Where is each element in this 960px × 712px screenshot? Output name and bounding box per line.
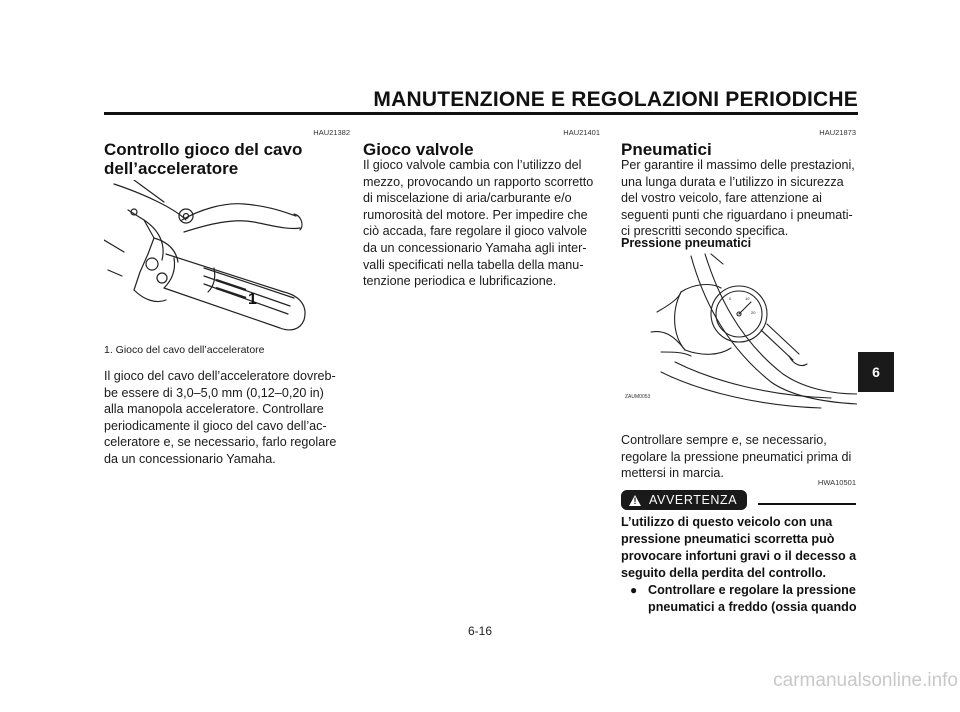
body-line: be essere di 3,0–5,0 mm (0,12–0,20 in) bbox=[104, 385, 324, 400]
tire-pressure-gauge-illustration bbox=[621, 252, 857, 412]
section-title: Gioco valvole bbox=[363, 140, 474, 159]
body-line: ci prescritti secondo specifica. bbox=[621, 224, 789, 239]
figure-callout-number: 1 bbox=[248, 291, 257, 308]
warning-icon: ! bbox=[629, 495, 641, 506]
bullet-icon: ● bbox=[630, 583, 638, 597]
warning-line: pressione pneumatici scorretta può bbox=[621, 532, 835, 546]
body-line: Il gioco valvole cambia con l’utilizzo del bbox=[363, 158, 582, 172]
body-line: mettersi in marcia. bbox=[621, 466, 724, 481]
section-code: HAU21873 bbox=[819, 128, 856, 137]
warning-text bbox=[621, 514, 857, 582]
body-paragraph bbox=[363, 157, 601, 290]
watermark: carmanualsonline.info bbox=[773, 670, 958, 691]
section-code: HAU21401 bbox=[563, 128, 600, 137]
body-paragraph bbox=[621, 432, 857, 482]
body-line: Per garantire il massimo delle prestazioni, bbox=[621, 158, 855, 172]
warning-rule bbox=[758, 503, 856, 505]
throttle-cable-illustration bbox=[104, 180, 344, 340]
body-paragraph bbox=[104, 368, 350, 468]
section-title bbox=[104, 140, 354, 178]
body-line: di miscelazione di aria/carburante e/o bbox=[363, 191, 572, 206]
warning-label: AVVERTENZA bbox=[649, 493, 738, 507]
body-line: ciò accada, fare regolare il gioco valvole bbox=[363, 224, 588, 239]
body-line: valli specificati nella tabella della manu- bbox=[363, 257, 584, 272]
warning-line: provocare infortuni gravi o il decesso a bbox=[621, 549, 857, 563]
body-line: celeratore e, se necessario, farlo regolare bbox=[104, 435, 337, 450]
title-line: Controllo gioco del cavo bbox=[104, 140, 303, 159]
bullet-item bbox=[648, 582, 858, 616]
svg-text:20: 20 bbox=[751, 310, 756, 315]
figure-caption: 1. Gioco del cavo dell’acceleratore bbox=[104, 344, 265, 356]
figure-code: ZAUM0053 bbox=[625, 394, 651, 400]
body-line: mezzo, provocando un rapporto scorretto bbox=[363, 174, 594, 189]
body-line: regolare la pressione pneumatici prima di bbox=[621, 449, 852, 464]
body-line: Il gioco del cavo dell’acceleratore dovreb- bbox=[104, 369, 336, 383]
bullet-line: Controllare e regolare la pressione bbox=[648, 583, 856, 597]
warning-line: L’utilizzo di questo veicolo con una bbox=[621, 515, 833, 529]
body-line: seguenti punti che riguardano i pneumati- bbox=[621, 207, 853, 222]
body-line: tenzione periodica e lubrificazione. bbox=[363, 274, 557, 289]
page-number: 6-16 bbox=[467, 624, 493, 638]
title-line: dell’acceleratore bbox=[104, 159, 239, 178]
bullet-line: pneumatici a freddo (ossia quando bbox=[648, 600, 857, 614]
warning-badge bbox=[621, 490, 747, 510]
body-line: alla manopola acceleratore. Controllare bbox=[104, 402, 324, 417]
body-paragraph bbox=[621, 157, 857, 240]
body-line: rumorosità del motore. Per impedire che bbox=[363, 207, 588, 222]
body-line: del vostro veicolo, fare attenzione ai bbox=[621, 191, 822, 206]
svg-text:0: 0 bbox=[729, 296, 732, 301]
svg-text:10: 10 bbox=[745, 296, 750, 301]
chapter-tab: 6 bbox=[858, 352, 894, 392]
page-header-title: MANUTENZIONE E REGOLAZIONI PERIODICHE bbox=[373, 88, 858, 111]
section-title: Pneumatici bbox=[621, 140, 712, 159]
body-line: periodicamente il gioco del cavo dell’ac- bbox=[104, 418, 327, 433]
section-code: HAU21382 bbox=[313, 128, 350, 137]
subheading: Pressione pneumatici bbox=[621, 236, 752, 250]
body-line: Controllare sempre e, se necessario, bbox=[621, 433, 827, 447]
body-line: da un concessionario Yamaha. bbox=[104, 451, 276, 466]
warning-line: seguito della perdita del controllo. bbox=[621, 566, 827, 580]
body-line: una lunga durata e l’utilizzo in sicurezza bbox=[621, 174, 844, 189]
body-line: da un concessionario Yamaha agli inter- bbox=[363, 240, 587, 255]
header-rule bbox=[104, 112, 858, 115]
warning-code: HWA10501 bbox=[817, 478, 856, 487]
